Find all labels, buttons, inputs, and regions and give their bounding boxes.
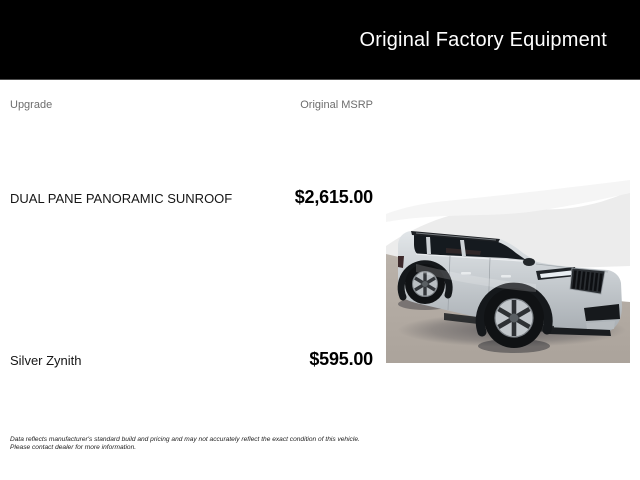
vehicle-photo xyxy=(386,96,630,364)
table-row xyxy=(10,350,373,368)
upgrade-name: DUAL PANE PANORAMIC SUNROOF xyxy=(10,191,233,206)
upgrade-name: Silver Zynith xyxy=(10,353,82,368)
page-title: Original Factory Equipment xyxy=(359,29,607,51)
disclaimer-line-2: Please contact dealer for more information. xyxy=(10,444,137,451)
column-header-original-msrp: Original MSRP xyxy=(300,99,373,111)
door-handle xyxy=(501,275,511,278)
upgrade-price: $2,615.00 xyxy=(294,187,373,207)
disclaimer-line-1: Data reflects manufacturer's standard build and pricing and may not accurately reflect the exact condition of this vehicle. xyxy=(10,436,360,443)
taillight xyxy=(398,256,404,268)
disclaimer xyxy=(10,436,402,452)
upgrade-price: $595.00 xyxy=(309,349,373,369)
front-wheel xyxy=(484,288,544,348)
table-row xyxy=(10,188,373,206)
column-header-upgrade: Upgrade xyxy=(10,99,53,111)
side-mirror xyxy=(523,258,535,266)
table-column-headers xyxy=(10,99,373,112)
header-bar xyxy=(0,0,640,80)
vehicle-photo-svg xyxy=(386,96,630,364)
